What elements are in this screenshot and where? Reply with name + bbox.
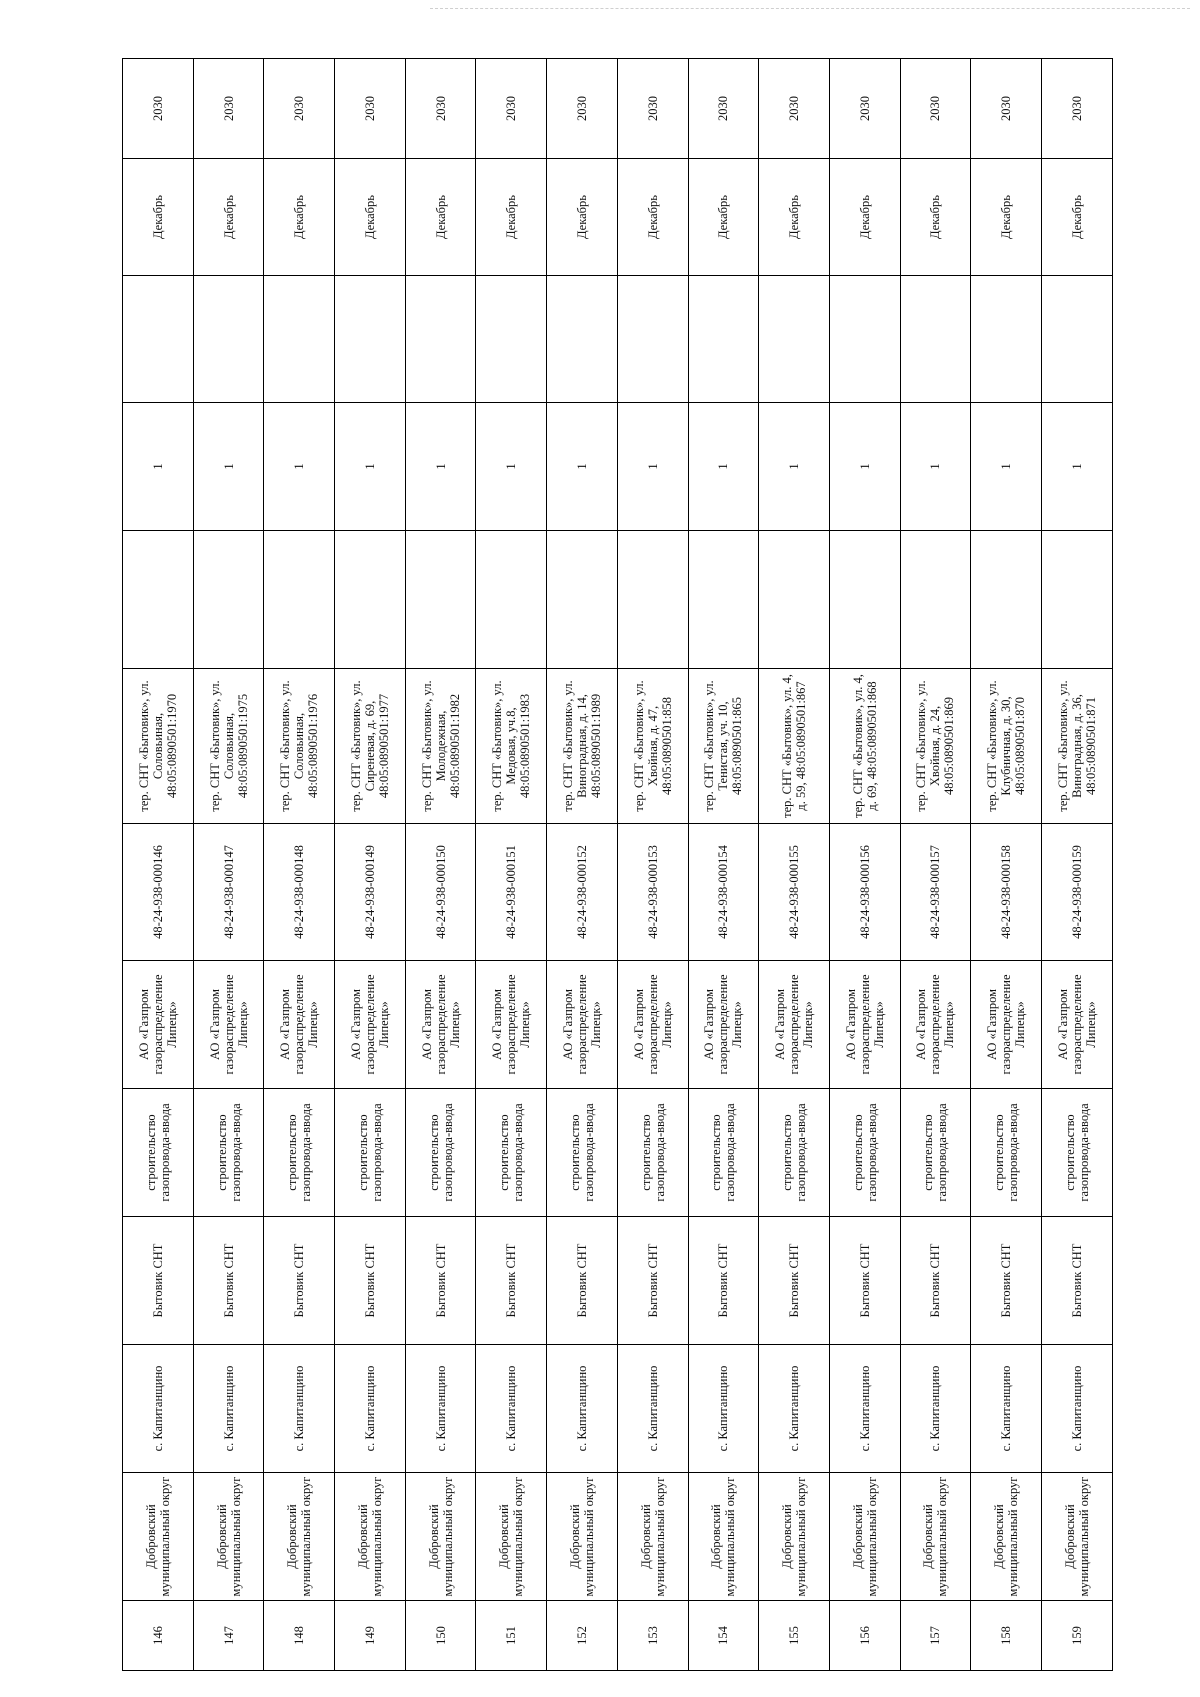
empty-cell xyxy=(900,531,971,669)
row-number: 146 xyxy=(123,1601,194,1671)
work-type-cell: строительство газопровода-ввода xyxy=(335,1089,406,1217)
object-code-cell: 48-24-938-000153 xyxy=(617,824,688,961)
work-type-cell: строительство газопровода-ввода xyxy=(476,1089,547,1217)
row-number: 158 xyxy=(971,1601,1042,1671)
quantity-cell: 1 xyxy=(547,403,618,531)
row-number: 150 xyxy=(405,1601,476,1671)
empty-cell xyxy=(476,276,547,403)
year-cell: 2030 xyxy=(123,59,194,159)
object-cell: Бытовик СНТ xyxy=(193,1217,264,1345)
settlement-cell: с. Капитанщино xyxy=(335,1345,406,1473)
work-type-cell: строительство газопровода-ввода xyxy=(193,1089,264,1217)
organization-cell: АО «Газпром газораспределение Липецк» xyxy=(617,961,688,1089)
organization-cell: АО «Газпром газораспределение Липецк» xyxy=(759,961,830,1089)
district-cell: Добровский муниципальный округ xyxy=(264,1473,335,1601)
empty-cell xyxy=(759,531,830,669)
work-type-cell: строительство газопровода-ввода xyxy=(1041,1089,1112,1217)
empty-cell xyxy=(405,276,476,403)
work-type-cell: строительство газопровода-ввода xyxy=(688,1089,759,1217)
object-cell: Бытовик СНТ xyxy=(617,1217,688,1345)
quantity-cell: 1 xyxy=(193,403,264,531)
table-row xyxy=(688,59,759,1671)
month-cell: Декабрь xyxy=(335,159,406,276)
empty-cell xyxy=(123,531,194,669)
object-code-cell: 48-24-938-000158 xyxy=(971,824,1042,961)
month-cell: Декабрь xyxy=(405,159,476,276)
table-row xyxy=(900,59,971,1671)
object-cell: Бытовик СНТ xyxy=(547,1217,618,1345)
object-cell: Бытовик СНТ xyxy=(335,1217,406,1345)
year-cell: 2030 xyxy=(1041,59,1112,159)
quantity-cell: 1 xyxy=(123,403,194,531)
year-cell: 2030 xyxy=(335,59,406,159)
table-row xyxy=(759,59,830,1671)
object-code-cell: 48-24-938-000146 xyxy=(123,824,194,961)
work-type-cell: строительство газопровода-ввода xyxy=(971,1089,1042,1217)
work-type-cell: строительство газопровода-ввода xyxy=(264,1089,335,1217)
empty-cell xyxy=(617,276,688,403)
quantity-cell: 1 xyxy=(1041,403,1112,531)
month-cell: Декабрь xyxy=(547,159,618,276)
year-cell: 2030 xyxy=(547,59,618,159)
table-row xyxy=(335,59,406,1671)
district-cell: Добровский муниципальный округ xyxy=(476,1473,547,1601)
empty-cell xyxy=(829,531,900,669)
district-cell: Добровский муниципальный округ xyxy=(829,1473,900,1601)
year-cell: 2030 xyxy=(193,59,264,159)
address-cell: тер. СНТ «Бытовик», ул. Хвойная, д. 24, 48:05:0890501:869 xyxy=(900,669,971,824)
empty-cell xyxy=(1041,531,1112,669)
row-number: 157 xyxy=(900,1601,971,1671)
table-row xyxy=(193,59,264,1671)
row-number: 159 xyxy=(1041,1601,1112,1671)
work-type-cell: строительство газопровода-ввода xyxy=(900,1089,971,1217)
quantity-cell: 1 xyxy=(688,403,759,531)
month-cell: Декабрь xyxy=(193,159,264,276)
organization-cell: АО «Газпром газораспределение Липецк» xyxy=(193,961,264,1089)
object-cell: Бытовик СНТ xyxy=(900,1217,971,1345)
month-cell: Декабрь xyxy=(617,159,688,276)
empty-cell xyxy=(547,531,618,669)
year-cell: 2030 xyxy=(405,59,476,159)
empty-cell xyxy=(123,276,194,403)
year-cell: 2030 xyxy=(759,59,830,159)
table-row xyxy=(829,59,900,1671)
settlement-cell: с. Капитанщино xyxy=(193,1345,264,1473)
row-number: 148 xyxy=(264,1601,335,1671)
month-cell: Декабрь xyxy=(971,159,1042,276)
table-row xyxy=(405,59,476,1671)
object-code-cell: 48-24-938-000155 xyxy=(759,824,830,961)
object-cell: Бытовик СНТ xyxy=(1041,1217,1112,1345)
month-cell: Декабрь xyxy=(476,159,547,276)
address-cell: тер. СНТ «Бытовик», ул. 4, д. 69, 48:05:0890501:868 xyxy=(829,669,900,824)
table-row xyxy=(547,59,618,1671)
row-number: 152 xyxy=(547,1601,618,1671)
address-cell: тер. СНТ «Бытовик», ул. Соловьиная, 48:05:0890501:1970 xyxy=(123,669,194,824)
district-cell: Добровский муниципальный округ xyxy=(759,1473,830,1601)
address-cell: тер. СНТ «Бытовик», ул. Тенистая, уч. 10, 48:05:0890501:865 xyxy=(688,669,759,824)
quantity-cell: 1 xyxy=(829,403,900,531)
quantity-cell: 1 xyxy=(759,403,830,531)
address-cell: тер. СНТ «Бытовик», ул. Молодежная, 48:05:0890501:1982 xyxy=(405,669,476,824)
month-cell: Декабрь xyxy=(759,159,830,276)
empty-cell xyxy=(971,531,1042,669)
row-number: 153 xyxy=(617,1601,688,1671)
empty-cell xyxy=(476,531,547,669)
object-cell: Бытовик СНТ xyxy=(123,1217,194,1345)
object-code-cell: 48-24-938-000150 xyxy=(405,824,476,961)
address-cell: тер. СНТ «Бытовик», ул. Соловьиная, 48:05:0890501:1976 xyxy=(264,669,335,824)
organization-cell: АО «Газпром газораспределение Липецк» xyxy=(476,961,547,1089)
address-cell: тер. СНТ «Бытовик», ул. Виноградная, д. 14, 48:05:0890501:1989 xyxy=(547,669,618,824)
settlement-cell: с. Капитанщино xyxy=(476,1345,547,1473)
year-cell: 2030 xyxy=(829,59,900,159)
row-number: 149 xyxy=(335,1601,406,1671)
object-code-cell: 48-24-938-000149 xyxy=(335,824,406,961)
quantity-cell: 1 xyxy=(264,403,335,531)
month-cell: Декабрь xyxy=(264,159,335,276)
year-cell: 2030 xyxy=(688,59,759,159)
object-code-cell: 48-24-938-000147 xyxy=(193,824,264,961)
row-number: 147 xyxy=(193,1601,264,1671)
row-number: 156 xyxy=(829,1601,900,1671)
district-cell: Добровский муниципальный округ xyxy=(688,1473,759,1601)
organization-cell: АО «Газпром газораспределение Липецк» xyxy=(829,961,900,1089)
empty-cell xyxy=(900,276,971,403)
organization-cell: АО «Газпром газораспределение Липецк» xyxy=(123,961,194,1089)
month-cell: Декабрь xyxy=(1041,159,1112,276)
quantity-cell: 1 xyxy=(476,403,547,531)
scan-artifact-line xyxy=(430,8,1190,9)
table-row xyxy=(476,59,547,1671)
district-cell: Добровский муниципальный округ xyxy=(123,1473,194,1601)
table-row xyxy=(1041,59,1112,1671)
settlement-cell: с. Капитанщино xyxy=(405,1345,476,1473)
table-row xyxy=(264,59,335,1671)
settlement-cell: с. Капитанщино xyxy=(759,1345,830,1473)
empty-cell xyxy=(405,531,476,669)
object-cell: Бытовик СНТ xyxy=(688,1217,759,1345)
organization-cell: АО «Газпром газораспределение Липецк» xyxy=(1041,961,1112,1089)
district-cell: Добровский муниципальный округ xyxy=(335,1473,406,1601)
object-code-cell: 48-24-938-000151 xyxy=(476,824,547,961)
object-cell: Бытовик СНТ xyxy=(405,1217,476,1345)
table-row xyxy=(971,59,1042,1671)
year-cell: 2030 xyxy=(264,59,335,159)
year-cell: 2030 xyxy=(971,59,1042,159)
table-row xyxy=(617,59,688,1671)
month-cell: Декабрь xyxy=(829,159,900,276)
address-cell: тер. СНТ «Бытовик», ул. Виноградная, д. 36, 48:05:0890501:871 xyxy=(1041,669,1112,824)
work-type-cell: строительство газопровода-ввода xyxy=(829,1089,900,1217)
object-code-cell: 48-24-938-000148 xyxy=(264,824,335,961)
empty-cell xyxy=(193,276,264,403)
empty-cell xyxy=(264,531,335,669)
district-cell: Добровский муниципальный округ xyxy=(971,1473,1042,1601)
district-cell: Добровский муниципальный округ xyxy=(617,1473,688,1601)
address-cell: тер. СНТ «Бытовик», ул. 4, д. 59, 48:05:0890501:867 xyxy=(759,669,830,824)
organization-cell: АО «Газпром газораспределение Липецк» xyxy=(264,961,335,1089)
district-cell: Добровский муниципальный округ xyxy=(900,1473,971,1601)
settlement-cell: с. Капитанщино xyxy=(688,1345,759,1473)
row-number: 155 xyxy=(759,1601,830,1671)
empty-cell xyxy=(1041,276,1112,403)
object-cell: Бытовик СНТ xyxy=(476,1217,547,1345)
empty-cell xyxy=(688,531,759,669)
rotated-page-content xyxy=(122,96,1112,1671)
organization-cell: АО «Газпром газораспределение Липецк» xyxy=(971,961,1042,1089)
object-cell: Бытовик СНТ xyxy=(971,1217,1042,1345)
object-cell: Бытовик СНТ xyxy=(759,1217,830,1345)
empty-cell xyxy=(688,276,759,403)
settlement-cell: с. Капитанщино xyxy=(971,1345,1042,1473)
year-cell: 2030 xyxy=(900,59,971,159)
organization-cell: АО «Газпром газораспределение Липецк» xyxy=(900,961,971,1089)
quantity-cell: 1 xyxy=(405,403,476,531)
empty-cell xyxy=(193,531,264,669)
address-cell: тер. СНТ «Бытовик», ул. Клубничная, д. 30, 48:05:0890501:870 xyxy=(971,669,1042,824)
address-cell: тер. СНТ «Бытовик», ул. Хвойная, д. 47, 48:05:0890501:858 xyxy=(617,669,688,824)
empty-cell xyxy=(547,276,618,403)
district-cell: Добровский муниципальный округ xyxy=(547,1473,618,1601)
work-type-cell: строительство газопровода-ввода xyxy=(547,1089,618,1217)
empty-cell xyxy=(829,276,900,403)
empty-cell xyxy=(759,276,830,403)
settlement-cell: с. Капитанщино xyxy=(829,1345,900,1473)
row-number: 151 xyxy=(476,1601,547,1671)
object-cell: Бытовик СНТ xyxy=(829,1217,900,1345)
object-cell: Бытовик СНТ xyxy=(264,1217,335,1345)
month-cell: Декабрь xyxy=(123,159,194,276)
empty-cell xyxy=(264,276,335,403)
month-cell: Декабрь xyxy=(688,159,759,276)
settlement-cell: с. Капитанщино xyxy=(264,1345,335,1473)
object-code-cell: 48-24-938-000152 xyxy=(547,824,618,961)
row-number: 154 xyxy=(688,1601,759,1671)
object-code-cell: 48-24-938-000157 xyxy=(900,824,971,961)
empty-cell xyxy=(617,531,688,669)
district-cell: Добровский муниципальный округ xyxy=(193,1473,264,1601)
organization-cell: АО «Газпром газораспределение Липецк» xyxy=(405,961,476,1089)
empty-cell xyxy=(335,276,406,403)
quantity-cell: 1 xyxy=(617,403,688,531)
quantity-cell: 1 xyxy=(335,403,406,531)
district-cell: Добровский муниципальный округ xyxy=(405,1473,476,1601)
work-type-cell: строительство газопровода-ввода xyxy=(405,1089,476,1217)
district-cell: Добровский муниципальный округ xyxy=(1041,1473,1112,1601)
work-type-cell: строительство газопровода-ввода xyxy=(759,1089,830,1217)
settlement-cell: с. Капитанщино xyxy=(1041,1345,1112,1473)
table-body xyxy=(123,59,1113,1671)
address-cell: тер. СНТ «Бытовик», ул. Медовая, уч.8, 48:05:0890501:1983 xyxy=(476,669,547,824)
settlement-cell: с. Капитанщино xyxy=(617,1345,688,1473)
table-row xyxy=(123,59,194,1671)
month-cell: Декабрь xyxy=(900,159,971,276)
year-cell: 2030 xyxy=(476,59,547,159)
settlement-cell: с. Капитанщино xyxy=(900,1345,971,1473)
quantity-cell: 1 xyxy=(900,403,971,531)
address-cell: тер. СНТ «Бытовик», ул. Соловьиная, 48:05:0890501:1975 xyxy=(193,669,264,824)
work-type-cell: строительство газопровода-ввода xyxy=(617,1089,688,1217)
work-type-cell: строительство газопровода-ввода xyxy=(123,1089,194,1217)
organization-cell: АО «Газпром газораспределение Липецк» xyxy=(335,961,406,1089)
year-cell: 2030 xyxy=(617,59,688,159)
empty-cell xyxy=(335,531,406,669)
organization-cell: АО «Газпром газораспределение Липецк» xyxy=(547,961,618,1089)
settlement-cell: с. Капитанщино xyxy=(547,1345,618,1473)
quantity-cell: 1 xyxy=(971,403,1042,531)
empty-cell xyxy=(971,276,1042,403)
object-code-cell: 48-24-938-000156 xyxy=(829,824,900,961)
settlement-cell: с. Капитанщино xyxy=(123,1345,194,1473)
organization-cell: АО «Газпром газораспределение Липецк» xyxy=(688,961,759,1089)
object-code-cell: 48-24-938-000159 xyxy=(1041,824,1112,961)
address-cell: тер. СНТ «Бытовик», ул. Сиреневая, д. 69, 48:05:0890501:1977 xyxy=(335,669,406,824)
object-code-cell: 48-24-938-000154 xyxy=(688,824,759,961)
gasification-register-table xyxy=(122,58,1113,1671)
